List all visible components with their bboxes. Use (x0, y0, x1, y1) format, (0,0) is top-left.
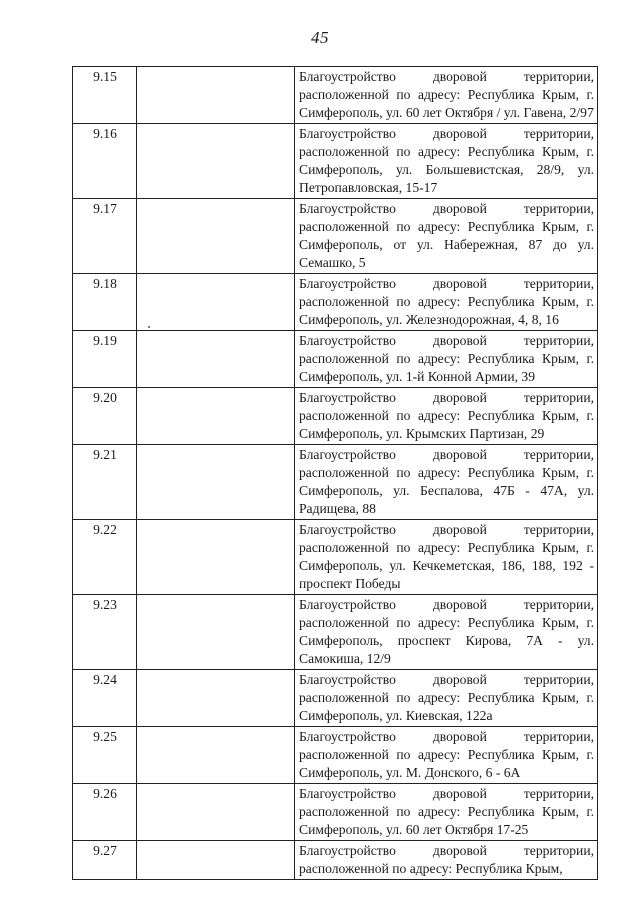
table-row (73, 124, 598, 199)
empty-cell (137, 727, 295, 784)
empty-cell (137, 388, 295, 445)
empty-cell (137, 274, 295, 331)
table-row (73, 331, 598, 388)
row-number: 9.15 (73, 67, 137, 124)
empty-cell (137, 595, 295, 670)
row-description: Благоустройство дворовой территории, расположенной по адресу: Республика Крым, г. Симферополь, от ул. Набережная, 87 до ул. Семашко, 5 (295, 199, 598, 274)
row-description: Благоустройство дворовой территории, расположенной по адресу: Республика Крым, г. Симферополь, ул. Большевистская, 28/9, ул. Петропавловская, 15-17 (295, 124, 598, 199)
table-row (73, 841, 598, 880)
table-row (73, 445, 598, 520)
row-description: Благоустройство дворовой территории, расположенной по адресу: Республика Крым, (295, 841, 598, 880)
row-description: Благоустройство дворовой территории, расположенной по адресу: Республика Крым, г. Симферополь, ул. Киевская, 122а (295, 670, 598, 727)
row-description: Благоустройство дворовой территории, расположенной по адресу: Республика Крым, г. Симферополь, ул. М. Донского, 6 - 6А (295, 727, 598, 784)
row-description: Благоустройство дворовой территории, расположенной по адресу: Республика Крым, г. Симферополь, ул. 60 лет Октября 17-25 (295, 784, 598, 841)
row-number: 9.16 (73, 124, 137, 199)
row-number: 9.18 (73, 274, 137, 331)
table-row (73, 595, 598, 670)
row-number: 9.19 (73, 331, 137, 388)
table-row (73, 784, 598, 841)
row-description: Благоустройство дворовой территории, расположенной по адресу: Республика Крым, г. Симферополь, ул. Крымских Партизан, 29 (295, 388, 598, 445)
row-number: 9.22 (73, 520, 137, 595)
row-number: 9.25 (73, 727, 137, 784)
table-row (73, 274, 598, 331)
empty-cell (137, 520, 295, 595)
row-description: Благоустройство дворовой территории, расположенной по адресу: Республика Крым, г. Симферополь, ул. 1-й Конной Армии, 39 (295, 331, 598, 388)
row-number: 9.20 (73, 388, 137, 445)
table-row (73, 670, 598, 727)
table-row (73, 388, 598, 445)
empty-cell (137, 841, 295, 880)
row-number: 9.27 (73, 841, 137, 880)
empty-cell (137, 670, 295, 727)
page-number: 45 (311, 28, 329, 47)
row-description: Благоустройство дворовой территории, расположенной по адресу: Республика Крым, г. Симферополь, ул. Кечкеметская, 186, 188, 192 - проспект Победы (295, 520, 598, 595)
row-number: 9.23 (73, 595, 137, 670)
table-row (73, 199, 598, 274)
table-row (73, 520, 598, 595)
row-number: 9.24 (73, 670, 137, 727)
row-description: Благоустройство дворовой территории, расположенной по адресу: Республика Крым, г. Симферополь, ул. Беспалова, 47Б - 47А, ул. Радищева, 88 (295, 445, 598, 520)
empty-cell (137, 124, 295, 199)
row-number: 9.21 (73, 445, 137, 520)
empty-cell (137, 331, 295, 388)
row-description: Благоустройство дворовой территории, расположенной по адресу: Республика Крым, г. Симферополь, проспект Кирова, 7А - ул. Самокиша, 12/9 (295, 595, 598, 670)
table-row (73, 727, 598, 784)
document-table (72, 66, 598, 880)
row-description: Благоустройство дворовой территории, расположенной по адресу: Республика Крым, г. Симферополь, ул. 60 лет Октября / ул. Гавена, 2/97 (295, 67, 598, 124)
empty-cell (137, 199, 295, 274)
row-number: 9.26 (73, 784, 137, 841)
row-number: 9.17 (73, 199, 137, 274)
table-row (73, 67, 598, 124)
table-body (73, 67, 598, 880)
empty-cell (137, 784, 295, 841)
row-description: Благоустройство дворовой территории, расположенной по адресу: Республика Крым, г. Симферополь, ул. Железнодорожная, 4, 8, 16 (295, 274, 598, 331)
empty-cell (137, 67, 295, 124)
empty-cell (137, 445, 295, 520)
